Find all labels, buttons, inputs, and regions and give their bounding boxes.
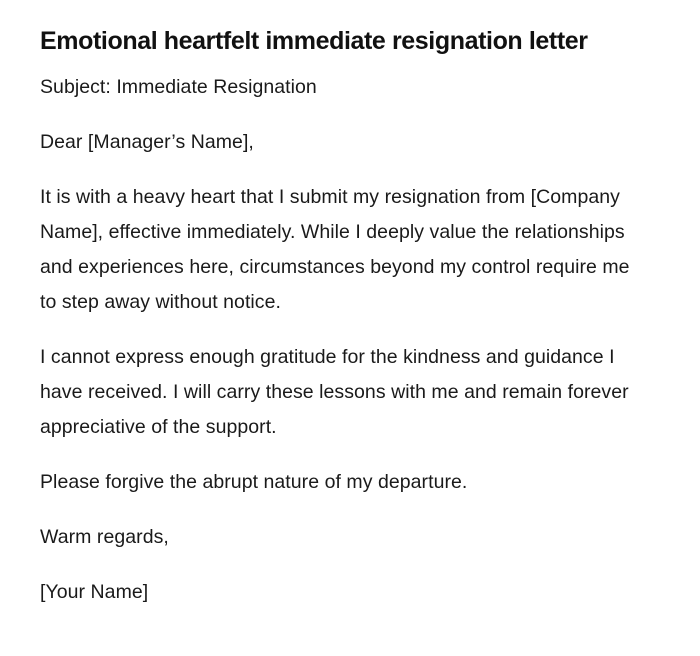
signature-placeholder: [Your Name] [40,581,149,603]
closing: Warm regards, [40,526,169,548]
body-paragraph-3: Please forgive the abrupt nature of my departure. [40,471,468,493]
body-paragraph-2: I cannot express enough gratitude for the kindness and guidance I have received. I will carry these lessons with me and remain forever appreciative of the support. [40,346,629,438]
letter-title: Emotional heartfelt immediate resignation letter [40,27,588,55]
letter-document [40,24,650,610]
salutation: Dear [Manager’s Name], [40,131,254,153]
subject-line: Subject: Immediate Resignation [40,76,317,98]
body-paragraph-1: It is with a heavy heart that I submit my resignation from [Company Name], effective immediately. While I deeply value the relationships and experiences here, circumstances beyond my control require me to step away without notice. [40,186,630,313]
